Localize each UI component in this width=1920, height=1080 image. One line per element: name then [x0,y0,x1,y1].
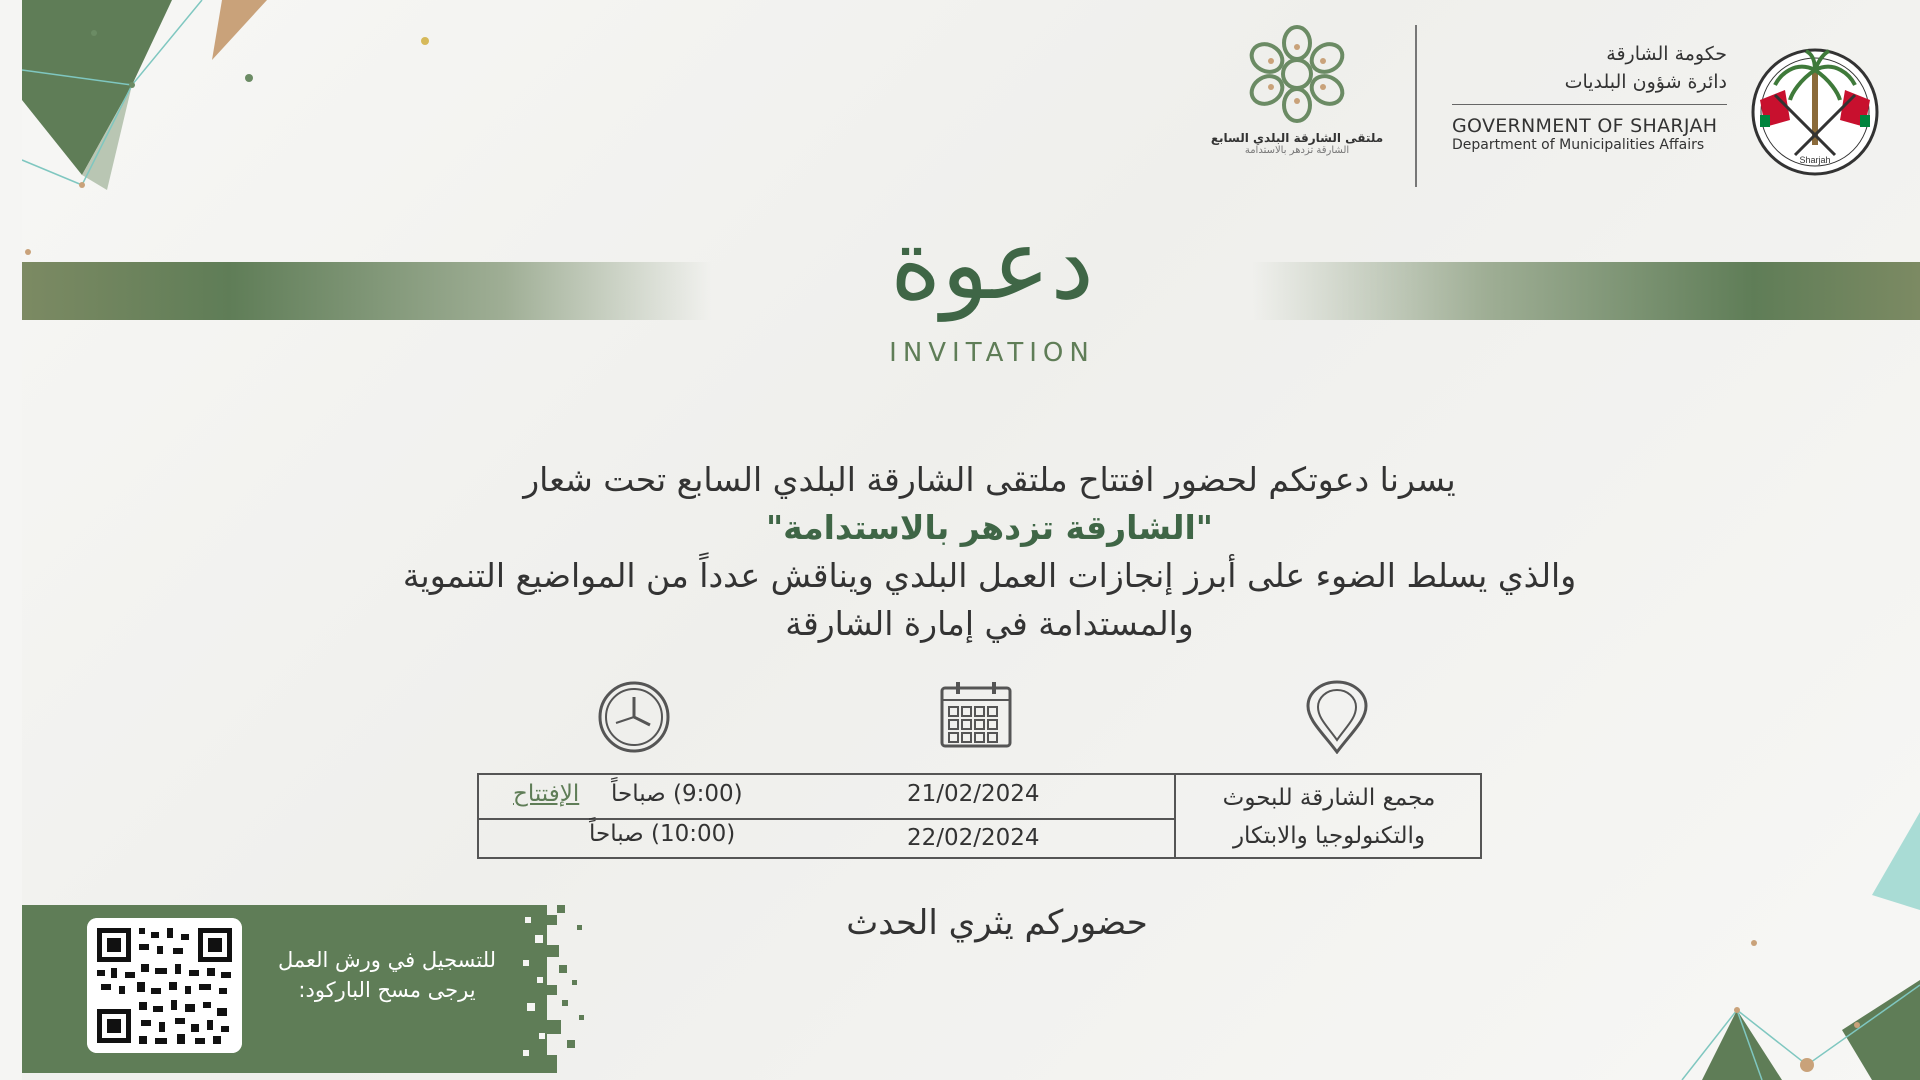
banner-band-left [22,262,712,320]
invitation-title-arabic: دعوة [889,208,1095,322]
pixel-pattern-decoration [517,905,602,1073]
top-left-decoration [22,0,322,270]
table-vertical-divider [1174,775,1176,857]
table-horizontal-divider [479,818,1174,820]
invitation-title-english: INVITATION [889,338,1095,368]
registration-instructions: للتسجيل في ورش العمل يرجى مسح الباركود: [277,948,497,1002]
opening-label: الإفتتاح [513,781,580,807]
sharjah-emblem-icon [1740,45,1890,180]
emblem-text: Sharjah [1799,155,1831,165]
gov-english-line1: GOVERNMENT OF SHARJAH [1452,115,1718,137]
qr-code-icon[interactable] [87,918,242,1053]
closing-text: حضوركم يثري الحدث [846,903,1148,943]
body-line-4: والمستدامة في إمارة الشارقة [785,604,1194,643]
forum-name: ملتقى الشارقة البلدي السابع [1210,131,1384,145]
clock-icon [594,680,674,754]
schedule-table [477,773,1482,859]
time-row1: (9:00) صباحاً [611,781,743,807]
gov-divider [1452,104,1727,105]
time-row2: (10:00) صباحاً [589,821,736,847]
gov-arabic-line1: حكومة الشارقة [1606,43,1727,65]
location-pin-icon [1302,680,1372,754]
flower-logo-icon [1237,25,1357,123]
body-line-1: يسرنا دعوتكم لحضور افتتاح ملتقى الشارقة البلدي السابع تحت شعار [523,460,1456,499]
invitation-card [22,0,1920,1080]
banner-band-right [1252,262,1920,320]
header-vertical-divider [1415,25,1417,187]
gov-english-line2: Department of Municipalities Affairs [1452,137,1705,153]
gov-arabic-line2: دائرة شؤون البلديات [1564,71,1727,93]
date-row1: 21/02/2024 [907,781,1040,807]
forum-slogan: الشارقة تزدهر بالاستدامة [1244,145,1350,156]
body-slogan: "الشارقة تزدهر بالاستدامة" [765,508,1213,547]
bottom-right-decoration [1642,800,1920,1080]
venue-cell: مجمع الشارقة للبحوث والتكنولوجيا والابتكار [1222,785,1436,849]
date-row2: 22/02/2024 [907,825,1040,851]
calendar-icon [938,680,1014,750]
yellow-dot [420,36,430,46]
body-line-3: والذي يسلط الضوء على أبرز إنجازات العمل البلدي ويناقش عدداً من المواضيع التنموية [402,556,1577,595]
invitation-body [222,456,1757,648]
government-logo-text [1452,40,1727,153]
forum-logo [1197,25,1397,175]
